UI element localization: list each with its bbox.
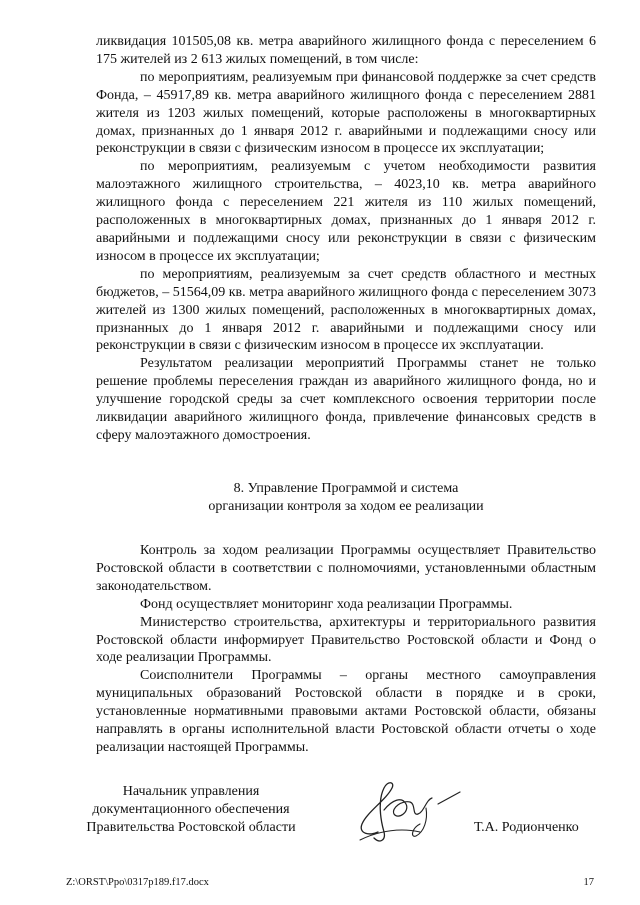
- paragraph-fund-support: по мероприятиям, реализуемым при финансовой поддержке за счет средств Фонда, – 45917,89 кв. метра аварийного жилищного фонда с переселением 2881 жителя из 1203 жилых помещений, которые расположены в многоквартирных домах, признанных до 1 января 2012 г. аварийными и подлежащими сносу или реконструкции в связи с физическим износом в процессе их эксплуатации;: [96, 69, 596, 157]
- signer-name: Т.А. Родионченко: [474, 820, 579, 835]
- handwritten-signature: [340, 770, 470, 850]
- section-text: [96, 542, 596, 757]
- paragraph-low-rise: по мероприятиям, реализуемым с учетом необходимости развития малоэтажного жилищного строительства, – 4023,10 кв. метра аварийного жилищного фонда с переселением 221 жителя из 110 жилых помещений, расположенных в многоквартирных домах, признанных до 1 января 2012 г. аварийными и подлежащими сносу или реконструкции в связи с физическим износом в процессе их эксплуатации;: [96, 159, 596, 264]
- section-title: [96, 480, 596, 516]
- paragraph-regional-budget: по мероприятиям, реализуемым за счет средств областного и местных бюджетов, – 51564,09 кв. метра аварийного жилищного фонда с переселением 3073 жителей из 1300 жилых помещений, расположенных в многоквартирных домах, признанных до 1 января 2012 г. аварийными и подлежащими сносу или реконструкции в связи с физическим износом в процессе их эксплуатации.: [96, 266, 597, 354]
- signatory-title: [66, 783, 316, 837]
- paragraph-liquidation-total: ликвидация 101505,08 кв. метра аварийного жилищного фонда с переселением 6 175 жителей из 2 613 жилых помещений, в том числе:: [96, 34, 596, 67]
- signatory-title-line1: Начальник управления: [122, 784, 260, 799]
- section-title-line1: 8. Управление Программой и система: [233, 481, 459, 496]
- page-number: 17: [583, 877, 594, 888]
- footer-file-path: Z:\ORST\Ppo\0317p189.f17.docx: [66, 877, 209, 888]
- signatory-title-line2: документационного обеспечения: [92, 801, 290, 817]
- paragraph-result: Результатом реализации мероприятий Программы станет не только решение проблемы переселения граждан из аварийного жилищного фонда, но и улучшение городской среды за счет комплексного освоения территории после ликвидации аварийного жилищного фонда, привлечение финансовых средств в сферу малоэтажного домостроения.: [96, 356, 596, 443]
- paragraph-monitoring: Фонд осуществляет мониторинг хода реализации Программы.: [140, 596, 513, 612]
- body-text: [96, 33, 596, 445]
- paragraph-control: Контроль за ходом реализации Программы осуществляет Правительство Ростовской области в соответствии с полномочиями, установленными областным законодательством.: [96, 543, 596, 594]
- paragraph-ministry: Министерство строительства, архитектуры и территориального развития Ростовской области информирует Правительство Ростовской области и Фонд о ходе реализации Программы.: [96, 614, 596, 666]
- section-title-line2: организации контроля за ходом ее реализации: [208, 498, 484, 514]
- signatory-title-line3: Правительства Ростовской области: [86, 819, 296, 835]
- paragraph-coexecutors: Соисполнители Программы – органы местного самоуправления муниципальных образований Ростовской области в порядке и в сроки, установленные нормативными правовыми актами Ростовской области, обязаны направлять в органы исполнительной власти Ростовской области отчеты о ходе реализации настоящей Программы.: [96, 668, 596, 755]
